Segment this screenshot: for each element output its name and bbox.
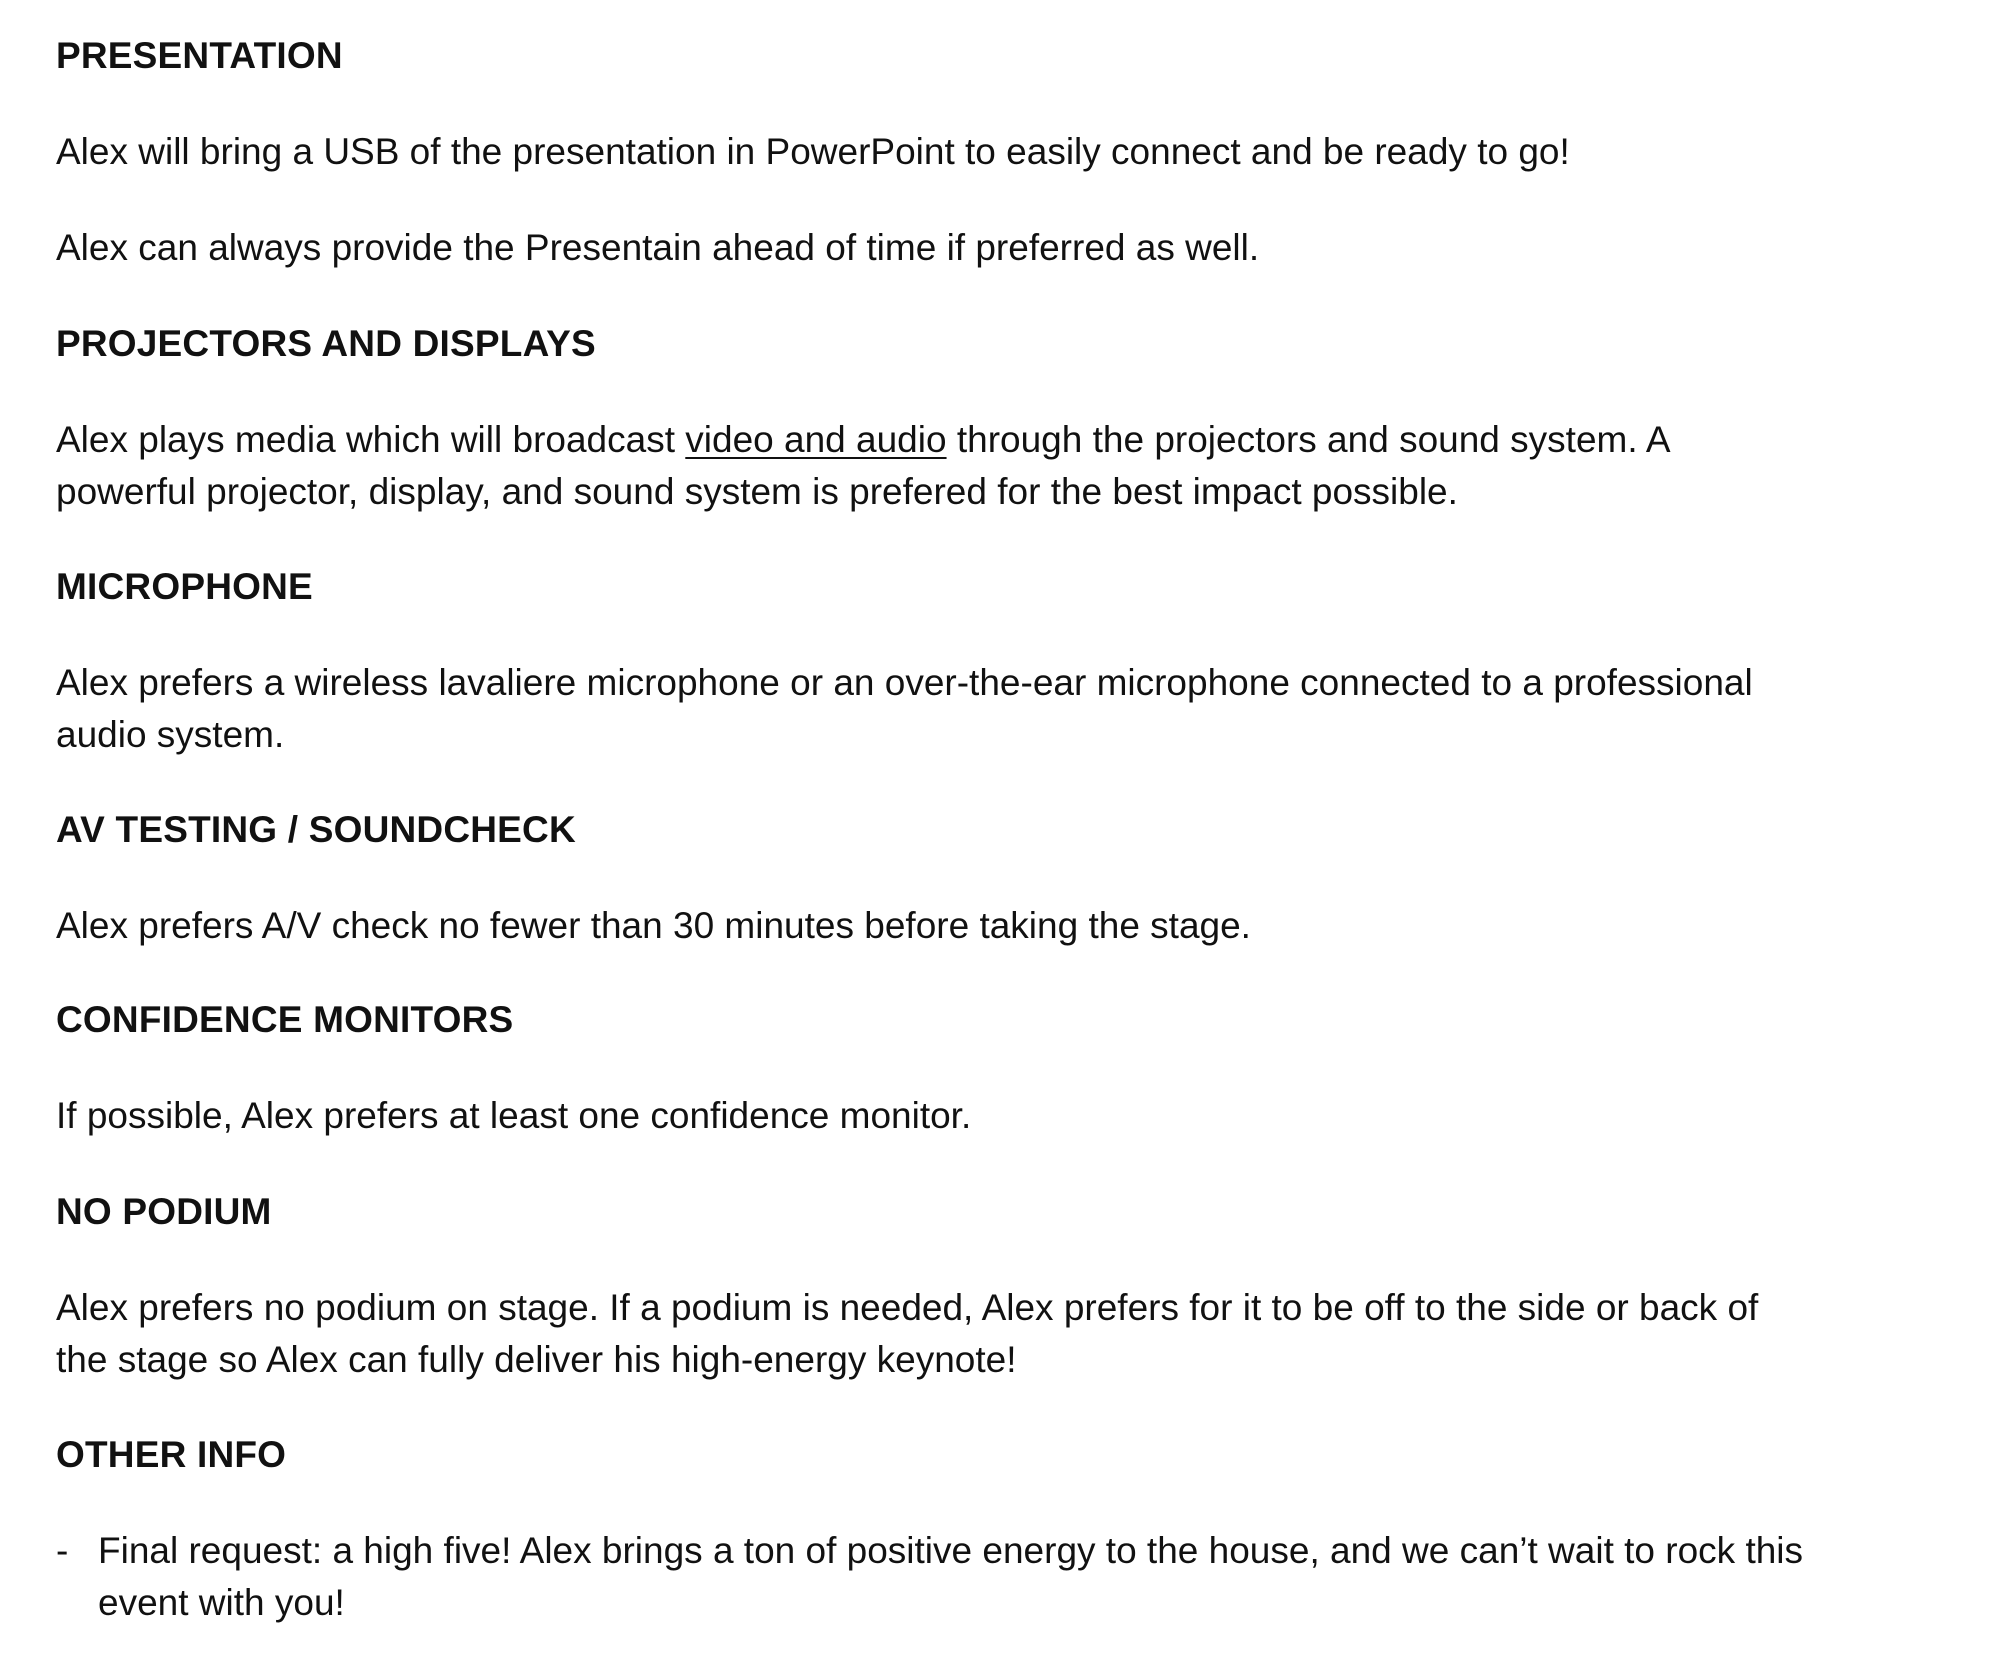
podium-paragraph-line-2: the stage so Alex can fully deliver his high-energy keynote! (56, 1339, 1017, 1380)
projectors-paragraph-line-2: powerful projector, display, and sound system is prefered for the best impact possible. (56, 471, 1458, 512)
presentation-paragraph-1: Alex will bring a USB of the presentation in PowerPoint to easily connect and be ready to go! (56, 131, 1570, 172)
projectors-paragraph-line-1 (56, 414, 1956, 466)
av-testing-paragraph: Alex prefers A/V check no fewer than 30 minutes before taking the stage. (56, 905, 1251, 946)
heading-projectors-and-displays: PROJECTORS AND DISPLAYS (56, 323, 596, 364)
bullet-dash: - (56, 1530, 69, 1571)
podium-paragraph-line-1: Alex prefers no podium on stage. If a podium is needed, Alex prefers for it to be off to the side or back of (56, 1287, 1759, 1328)
confidence-paragraph: If possible, Alex prefers at least one confidence monitor. (56, 1095, 972, 1136)
podium-paragraph (56, 1282, 1956, 1386)
heading-no-podium: NO PODIUM (56, 1191, 272, 1232)
microphone-paragraph-line-2: audio system. (56, 714, 285, 755)
final-request-line-2: event with you! (98, 1582, 345, 1623)
microphone-paragraph (56, 657, 1956, 761)
video-and-audio-link[interactable]: video and audio (685, 419, 947, 460)
projectors-paragraph (56, 414, 1956, 518)
heading-confidence-monitors: CONFIDENCE MONITORS (56, 999, 514, 1040)
microphone-paragraph-line-1: Alex prefers a wireless lavaliere microphone or an over-the-ear microphone connected to a professional (56, 662, 1753, 703)
heading-other-info: OTHER INFO (56, 1434, 287, 1475)
heading-av-testing-soundcheck: AV TESTING / SOUNDCHECK (56, 809, 576, 850)
heading-presentation: PRESENTATION (56, 35, 343, 76)
final-request-text (98, 1525, 1958, 1629)
heading-microphone: MICROPHONE (56, 566, 313, 607)
presentation-paragraph-2: Alex can always provide the Presentain ahead of time if preferred as well. (56, 227, 1260, 268)
projectors-text-before-link: Alex plays media which will broadcast (56, 419, 686, 460)
final-request-line-1: Final request: a high five! Alex brings a ton of positive energy to the house, and we can’t wait to rock this (98, 1530, 1804, 1571)
projectors-text-after-link: through the projectors and sound system. A (946, 419, 1671, 460)
